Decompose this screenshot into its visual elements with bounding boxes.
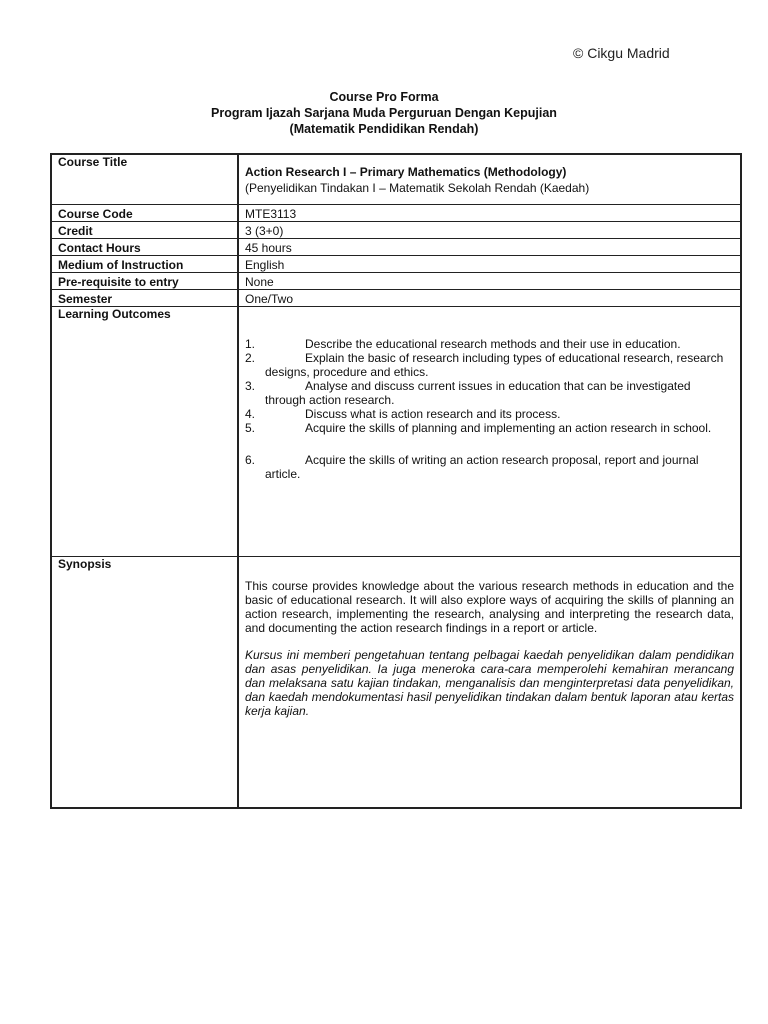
label-learning-outcomes: Learning Outcomes [52,307,239,556]
course-proforma-table [50,153,742,809]
value-prerequisite: None [245,275,274,289]
course-title-english: Action Research I – Primary Mathematics (Methodology) [245,165,567,179]
outcome-text: Acquire the skills of planning and implementing an action research in school. [305,421,712,435]
value-learning-outcomes [239,307,740,556]
row-synopsis [52,557,740,807]
row-contact-hours [52,239,740,256]
program-name: Program Ijazah Sarjana Muda Perguruan Dengan Kepujian [211,106,557,120]
outcome-number: 1. [245,337,256,351]
label-prerequisite: Pre-requisite to entry [52,273,239,289]
value-synopsis [239,557,740,807]
copyright-watermark: © Cikgu Madrid [573,45,670,61]
outcome-number: 5. [245,421,256,435]
outcome-text: Describe the educational research methods and their use in education. [305,337,681,351]
outcome-text: Analyse and discuss current issues in education that can be investigated through action research. [265,379,691,407]
value-semester: One/Two [245,292,294,306]
list-item [245,407,734,421]
list-item [245,379,734,407]
value-medium: English [245,258,285,272]
label-credit: Credit [52,222,239,238]
outcome-text: Discuss what is action research and its process. [305,407,561,421]
value-course-code: MTE3113 [245,207,297,221]
row-learning-outcomes [52,307,740,557]
outcome-number: 2. [245,351,256,365]
label-contact-hours: Contact Hours [52,239,239,255]
value-course-title [239,155,740,204]
row-semester [52,290,740,307]
list-item [245,453,734,481]
list-item [245,337,734,351]
document-title: Course Pro Forma [329,90,439,104]
outcome-text: Explain the basic of research including types of educational research, research designs, procedure and ethics. [265,351,724,379]
row-course-code [52,205,740,222]
value-contact-hours: 45 hours [245,241,292,255]
list-item [245,421,734,435]
list-item [245,351,734,379]
row-credit [52,222,740,239]
synopsis-malay: Kursus ini memberi pengetahuan tentang pelbagai kaedah penyelidikan dalam pendidikan dan asas penyelidikan. Ia juga meneroka cara-cara memperolehi kemahiran merancang dan melaksana satu kajian tindakan, menganalisis dan menginterpretasi data penyelidikan, dan kaedah mendokumentasi hasil penyelidikan tindakan dalam bentuk laporan atau kertas kerja kajian. [245,648,734,718]
outcome-number: 6. [245,453,256,467]
label-medium: Medium of Instruction [52,256,239,272]
label-semester: Semester [52,290,239,306]
synopsis-english: This course provides knowledge about the various research methods in education and the basic of educational research. It will also explore ways of acquiring the skills of planning an action research, implementing the research, analysing and interpreting the research data, and documenting the action research findings in a report or article. [245,579,734,635]
row-prerequisite [52,273,740,290]
course-title-malay: (Penyelidikan Tindakan I – Matematik Sekolah Rendah (Kaedah) [245,181,590,195]
outcome-number: 4. [245,407,256,421]
outcome-text: Acquire the skills of writing an action research proposal, report and journal article. [265,453,699,481]
program-subtitle: (Matematik Pendidikan Rendah) [289,122,479,136]
row-course-title [52,155,740,205]
value-credit: 3 (3+0) [245,224,284,238]
outcome-number: 3. [245,379,256,393]
label-synopsis: Synopsis [52,557,239,807]
label-course-title: Course Title [52,155,239,204]
label-course-code: Course Code [52,205,239,221]
learning-outcomes-list [245,337,734,481]
row-medium [52,256,740,273]
